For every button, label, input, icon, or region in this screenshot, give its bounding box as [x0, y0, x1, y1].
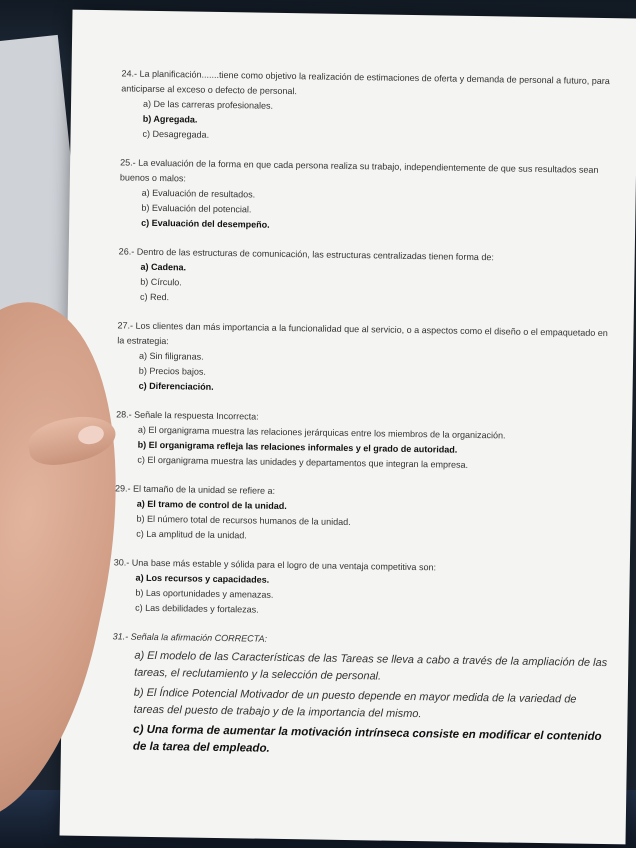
answer-options — [138, 349, 613, 401]
answer-option-b: b) El organigrama refleja las relaciones informales y el grado de autoridad. — [137, 439, 458, 455]
answer-option-c: c) La amplitud de la unidad. — [136, 528, 247, 541]
answer-option-a: a) Los recursos y capacidades. — [135, 572, 270, 585]
question-stem: 26.- Dentro de las estructuras de comunicación, las estructuras centralizadas tienen forma de: — [118, 246, 494, 263]
answer-option-c: c) Diferenciación. — [138, 380, 214, 392]
question-stem: 30.- Una base más estable y sólida para el logro de una ventaja competitiva son: — [113, 557, 437, 573]
question-31 — [111, 629, 609, 763]
question-24 — [120, 66, 617, 149]
answer-option-c: c) El organigrama muestra las unidades y departamentos que integran la empresa. — [137, 454, 469, 470]
question-stem: 24.- La planificación.......tiene como objetivo la realización de estimaciones de oferta y demanda de personal a futuro, para anticiparse al exceso o defecto de personal. — [121, 68, 610, 97]
answer-option-c: c) Las debilidades y fortalezas. — [135, 602, 259, 615]
answer-option-b: b) Las oportunidades y amenazas. — [135, 587, 274, 600]
answer-options — [141, 186, 616, 238]
answer-option-a: a) Sin filigranas. — [139, 350, 204, 362]
answer-option-b: b) Círculo. — [140, 276, 182, 288]
answer-options — [135, 571, 610, 623]
answer-options — [133, 648, 609, 763]
question-26 — [118, 244, 615, 312]
question-stem: 27.- Los clientes dan más importancia a la funcionalidad que al servicio, o a aspectos como el diseño o el empaquetado en la estrategia: — [117, 320, 608, 347]
question-30 — [113, 555, 610, 623]
answer-option-b: b) El Índice Potencial Motivador de un puesto depende en mayor medida de la variedad de tareas del puesto de trabajo y de la importancia del mismo. — [133, 686, 577, 721]
answer-option-a: a) Cadena. — [140, 261, 187, 273]
question-stem: 31.- Señala la afirmación CORRECTA: — [112, 631, 268, 644]
question-28 — [115, 407, 612, 475]
question-27 — [116, 318, 613, 401]
answer-options — [140, 260, 615, 312]
question-29 — [114, 481, 611, 549]
answer-option-c: c) Una forma de aumentar la motivación intrínseca consiste en modificar el contenido de la tarea del empleado. — [132, 723, 602, 755]
answer-option-b: b) Agregada. — [142, 113, 198, 125]
question-stem: 28.- Señale la respuesta Incorrecta: — [116, 409, 259, 422]
question-stem: 29.- El tamaño de la unidad se refiere a: — [114, 483, 276, 496]
exam-questions — [111, 66, 618, 777]
answer-option-c: c) Desagregada. — [142, 128, 210, 140]
answer-option-b: b) Precios bajos. — [138, 365, 206, 377]
answer-options — [136, 497, 611, 549]
answer-option-b: b) Evaluación del potencial. — [141, 202, 252, 215]
answer-option-a: a) El organigrama muestra las relaciones jerárquicas entre los miembros de la organización. — [137, 424, 506, 441]
exam-page — [60, 10, 636, 845]
question-25 — [119, 155, 616, 238]
answer-options — [142, 97, 617, 149]
answer-option-a: a) De las carreras profesionales. — [142, 98, 274, 111]
answer-option-a: a) El tramo de control de la unidad. — [136, 498, 287, 512]
answer-option-a: a) Evaluación de resultados. — [141, 187, 256, 200]
answer-options — [137, 423, 612, 475]
question-stem: 25.- La evaluación de la forma en que cada persona realiza su trabajo, independientemente de que sus resultados sean buenos o malos: — [119, 157, 599, 184]
answer-option-c: c) Evaluación del desempeño. — [141, 217, 270, 230]
answer-option-c: c) Red. — [139, 291, 170, 303]
answer-option-a: a) El modelo de las Características de las Tareas se lleva a cabo a través de la ampliación de las tareas, el reclutamiento y la selección de personal. — [134, 649, 608, 683]
answer-option-b: b) El número total de recursos humanos de la unidad. — [136, 513, 351, 528]
